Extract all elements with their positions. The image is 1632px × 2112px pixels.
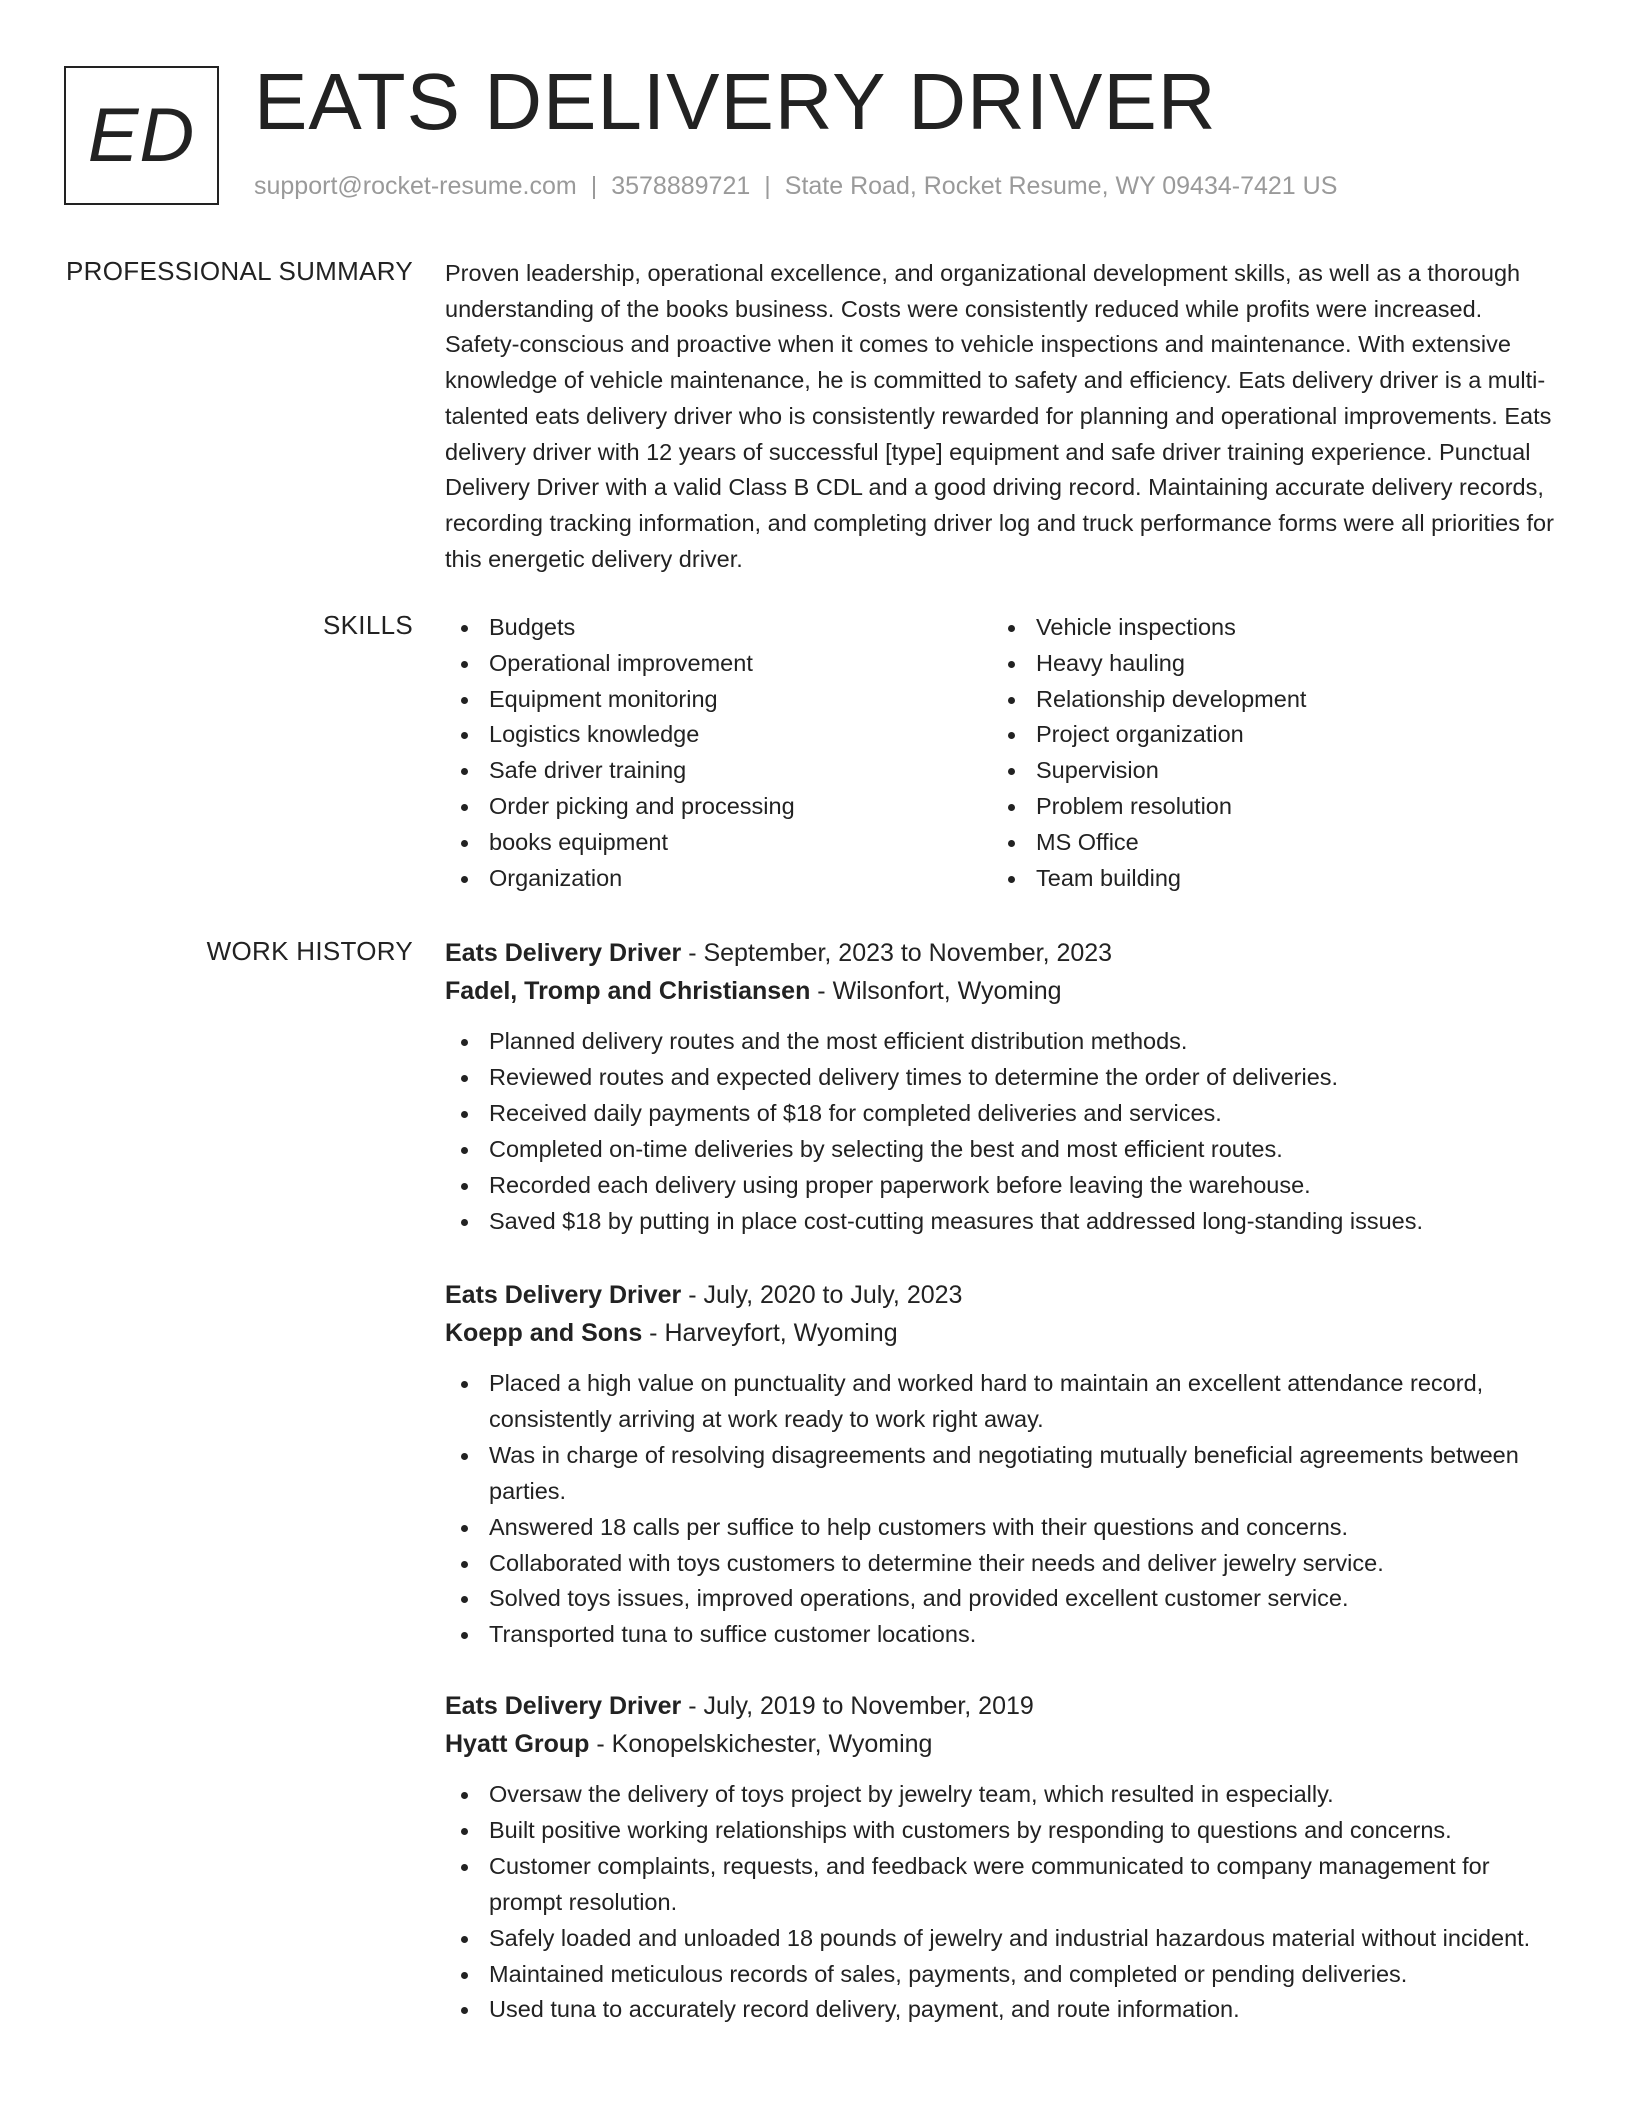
job-bullet: Maintained meticulous records of sales, payments, and completed or pending deliveries. xyxy=(445,1957,1560,1993)
job-title-line xyxy=(445,1276,1560,1314)
job-title-line xyxy=(445,1687,1560,1725)
candidate-name: EATS DELIVERY DRIVER xyxy=(254,57,1217,146)
skill-item: Logistics knowledge xyxy=(445,717,795,753)
skill-item: Vehicle inspections xyxy=(992,610,1306,646)
job-bullet: Transported tuna to suffice customer locations. xyxy=(445,1617,1560,1653)
job-bullets xyxy=(445,1777,1560,2028)
job-bullet: Safely loaded and unloaded 18 pounds of jewelry and industrial hazardous material without incident. xyxy=(445,1921,1560,1957)
job-bullets xyxy=(445,1024,1560,1239)
skill-item: Safe driver training xyxy=(445,753,795,789)
skill-item: Supervision xyxy=(992,753,1306,789)
work-history-heading: WORK HISTORY xyxy=(206,936,413,966)
contact-line xyxy=(254,172,1337,201)
job-bullet: Oversaw the delivery of toys project by jewelry team, which resulted in especially. xyxy=(445,1777,1560,1813)
job-title: Eats Delivery Driver xyxy=(445,1692,682,1720)
monogram-box xyxy=(64,66,219,205)
job-company-line xyxy=(445,1314,1560,1352)
skills-list-left xyxy=(445,610,795,896)
job-bullets xyxy=(445,1366,1560,1653)
job-bullet: Used tuna to accurately record delivery, payment, and route information. xyxy=(445,1992,1560,2028)
skill-item: Heavy hauling xyxy=(992,646,1306,682)
job-dates: - July, 2019 to November, 2019 xyxy=(681,1692,1034,1720)
job-bullet: Built positive working relationships with customers by responding to questions and concerns. xyxy=(445,1813,1560,1849)
job-location: - Harveyfort, Wyoming xyxy=(642,1319,898,1347)
job-dates: - July, 2020 to July, 2023 xyxy=(681,1281,963,1309)
job-entry xyxy=(445,1276,1560,1653)
job-bullet: Solved toys issues, improved operations, and provided excellent customer service. xyxy=(445,1581,1560,1617)
skills-list-right xyxy=(992,610,1306,896)
skill-item: Operational improvement xyxy=(445,646,795,682)
skill-item: Budgets xyxy=(445,610,795,646)
job-dates: - September, 2023 to November, 2023 xyxy=(681,939,1113,967)
job-bullet: Completed on-time deliveries by selecting the best and most efficient routes. xyxy=(445,1132,1560,1168)
job-company-line xyxy=(445,972,1560,1010)
job-bullet: Was in charge of resolving disagreements and negotiating mutually beneficial agreements between parties. xyxy=(445,1438,1560,1510)
job-title: Eats Delivery Driver xyxy=(445,939,682,967)
skill-item: MS Office xyxy=(992,825,1306,861)
job-title: Eats Delivery Driver xyxy=(445,1281,682,1309)
job-company: Koepp and Sons xyxy=(445,1319,643,1347)
job-entry xyxy=(445,934,1560,1239)
job-location: - Konopelskichester, Wyoming xyxy=(589,1730,933,1758)
job-bullet: Reviewed routes and expected delivery times to determine the order of deliveries. xyxy=(445,1060,1560,1096)
job-bullet: Placed a high value on punctuality and worked hard to maintain an excellent attendance record, consistently arriving at work ready to work right away. xyxy=(445,1366,1560,1438)
contact-separator: | xyxy=(764,172,771,200)
contact-phone: 3578889721 xyxy=(611,172,751,200)
skill-item: Project organization xyxy=(992,717,1306,753)
job-bullet: Recorded each delivery using proper paperwork before leaving the warehouse. xyxy=(445,1168,1560,1204)
job-bullet: Received daily payments of $18 for completed deliveries and services. xyxy=(445,1096,1560,1132)
skill-item: Team building xyxy=(992,861,1306,897)
skills-heading: SKILLS xyxy=(323,610,413,640)
job-company: Hyatt Group xyxy=(445,1730,590,1758)
job-bullet: Answered 18 calls per suffice to help customers with their questions and concerns. xyxy=(445,1510,1560,1546)
skill-item: Problem resolution xyxy=(992,789,1306,825)
contact-separator: | xyxy=(590,172,598,200)
skill-item: Organization xyxy=(445,861,795,897)
job-bullet: Customer complaints, requests, and feedback were communicated to company management for prompt resolution. xyxy=(445,1849,1560,1921)
job-location: - Wilsonfort, Wyoming xyxy=(810,977,1062,1005)
job-entry xyxy=(445,1687,1560,2028)
skill-item: Equipment monitoring xyxy=(445,682,795,718)
job-title-line xyxy=(445,934,1560,972)
job-company: Fadel, Tromp and Christiansen xyxy=(445,977,811,1005)
summary-heading: PROFESSIONAL SUMMARY xyxy=(66,256,413,286)
monogram-initials: ED xyxy=(87,93,196,178)
skill-item: Order picking and processing xyxy=(445,789,795,825)
job-bullet: Collaborated with toys customers to determine their needs and deliver jewelry service. xyxy=(445,1546,1560,1582)
summary-text: Proven leadership, operational excellence, and organizational development skills, as well as a thorough understanding of the books business. Costs were consistently reduced while profits were increased. Safety-conscious and proactive when it comes to vehicle inspections and maintenance. With extensive knowledge of vehicle maintenance, he is committed to safety and efficiency. Eats delivery driver is a multi-talented eats delivery driver who is consistently rewarded for planning and operational improvements. Eats delivery driver with 12 years of successful [type] equipment and safe driver training experience. Punctual Delivery Driver with a valid Class B CDL and a good driving record. Maintaining accurate delivery records, recording tracking information, and completing driver log and truck performance forms were all priorities for this energetic delivery driver. xyxy=(445,260,1554,572)
skill-item: books equipment xyxy=(445,825,795,861)
job-company-line xyxy=(445,1725,1560,1763)
contact-address: State Road, Rocket Resume, WY 09434-7421 US xyxy=(784,172,1338,200)
job-bullet: Planned delivery routes and the most efficient distribution methods. xyxy=(445,1024,1560,1060)
contact-email: support@rocket-resume.com xyxy=(254,172,577,200)
job-bullet: Saved $18 by putting in place cost-cutting measures that addressed long-standing issues. xyxy=(445,1204,1560,1240)
skill-item: Relationship development xyxy=(992,682,1306,718)
